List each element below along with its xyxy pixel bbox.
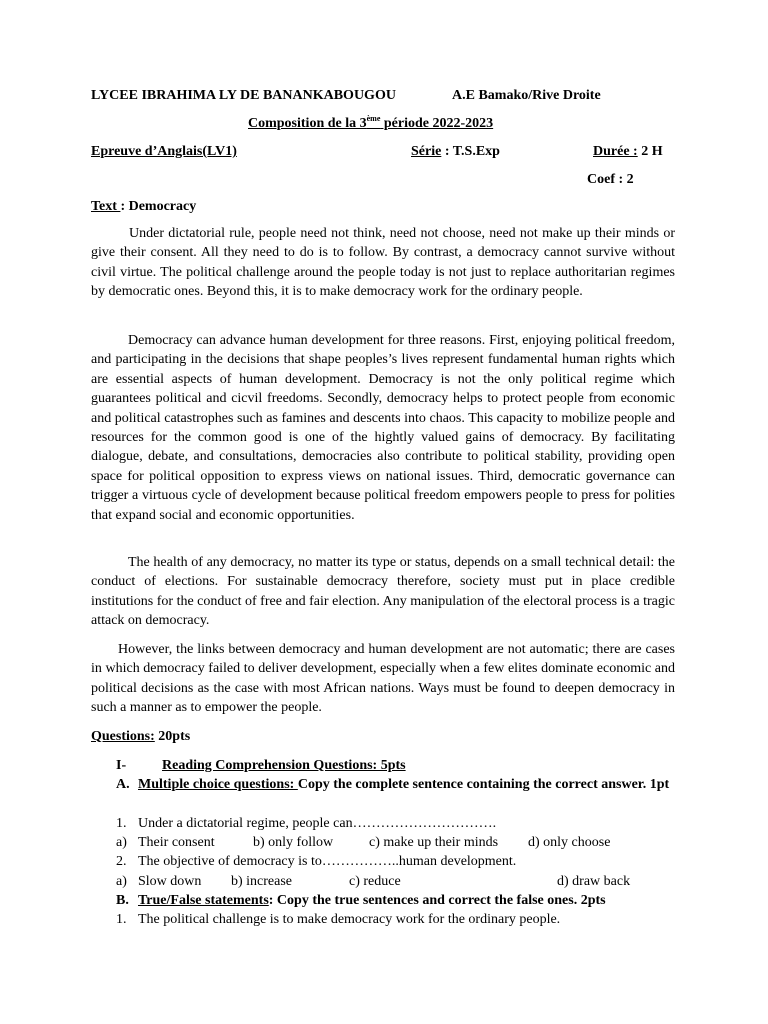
paragraph-4: However, the links between democracy and human development are not automatic; there are cases in which democracy failed to deliver development, especially when a few elites dominate economic and political decisions as the case with most African nations. Ways must be found to deepen democracy in such a manner as to empower the people. [91, 642, 675, 716]
coef: Coef : 2 [587, 172, 634, 187]
section-a-heading [138, 775, 675, 794]
section-b-letter: B. [116, 893, 129, 908]
composition-suffix: période 2022-2023 [380, 116, 494, 131]
q2-option-c: c) reduce [349, 874, 401, 889]
section-a-letter: A. [116, 777, 130, 792]
tf1-text: The political challenge is to make democracy work for the ordinary people. [138, 912, 561, 927]
q1-option-letter: a) [116, 835, 127, 850]
duree-value: 2 H [637, 144, 663, 159]
section-a-instruction: Copy the complete sentence containing the correct answer. 1pt [297, 777, 670, 792]
paragraph-1: Under dictatorial rule, people need not think, need not choose, need not make up their minds or give their consent. All they need to do is to follow. By contrast, a democracy cannot survive without civil virtue. The political challenge around the people today is not just to replace authoritarian regimes by democratic ones. Beyond this, it is to make democracy work for the ordinary people. [91, 226, 675, 300]
text-title: : Democracy [120, 199, 197, 214]
questions-points: 20pts [154, 729, 191, 744]
school-name [91, 86, 396, 105]
q2-text: The objective of democracy is to……………..human development. [138, 854, 517, 869]
serie-label: Série [411, 144, 442, 159]
q1-option-a: Their consent [138, 835, 215, 850]
q1-option-c: c) make up their minds [369, 835, 499, 850]
section-1-number: I- [116, 758, 127, 773]
school-name-text: LYCEE IBRAHIMA LY DE BANANKABOUGOU [91, 88, 396, 103]
section-b-heading [138, 891, 606, 910]
questions-label: Questions: [91, 729, 155, 744]
q2-option-b: b) increase [231, 874, 293, 889]
section-b-title: True/False statements [138, 893, 269, 908]
text-label: Text [91, 199, 121, 214]
q2-number: 2. [116, 854, 127, 869]
section-1-title: Reading Comprehension Questions: 5pts [162, 758, 406, 773]
serie [411, 142, 500, 161]
q1-option-d: d) only choose [528, 835, 611, 850]
duree-label: Durée : [593, 144, 638, 159]
q2-option-letter: a) [116, 874, 127, 889]
section-a-title: Multiple choice questions: [138, 777, 298, 792]
paragraph-3: The health of any democracy, no matter its type or status, depends on a small technical detail: the conduct of elections. For sustainable democracy therefore, society must put in place credible institutions for the conduct of free and fair election. Any manipulation of the electoral process is a tragic attack on democracy. [91, 555, 675, 629]
composition-title [248, 114, 493, 133]
q1-text: Under a dictatorial regime, people can…………………………. [138, 816, 497, 831]
tf1-number: 1. [116, 912, 127, 927]
composition-prefix: Composition de la 3 [248, 116, 367, 131]
section-b-instruction: : Copy the true sentences and correct the false ones. 2pts [268, 893, 606, 908]
q1-option-b: b) only follow [253, 835, 334, 850]
serie-value: : T.S.Exp [441, 144, 500, 159]
questions-heading [91, 727, 190, 746]
composition-sup: ème [366, 114, 381, 123]
exam-label: Epreuve d’Anglais(LV1) [91, 144, 237, 159]
q2-option-a: Slow down [138, 874, 202, 889]
q2-option-d: d) draw back [557, 874, 631, 889]
paragraph-2: Democracy can advance human development for three reasons. First, enjoying political freedom, and participating in the decisions that shape peoples’s lives represent fundamental human rights which are essential aspects of human development. Democracy is not the only political regime which guarantees political and cicvil freedoms. Secondly, democracy helps to protect people from economic and political catastrophes such as famines and descents into chaos. This capacity to mobilize people and resources for the common good is one of the hightly valued gains of democracy. By facilitating dialogue, debate, and consultations, democracies also contribute to political stability, providing open space for political opposition to express views on national issues. Third, democratic governance can trigger a virtuous cycle of development because political freedom empowers people to press for polities that expand social and economic opportunities. [91, 333, 675, 523]
academy-name: A.E Bamako/Rive Droite [452, 88, 601, 103]
q1-number: 1. [116, 816, 127, 831]
text-heading [91, 197, 196, 216]
duree [593, 142, 663, 161]
